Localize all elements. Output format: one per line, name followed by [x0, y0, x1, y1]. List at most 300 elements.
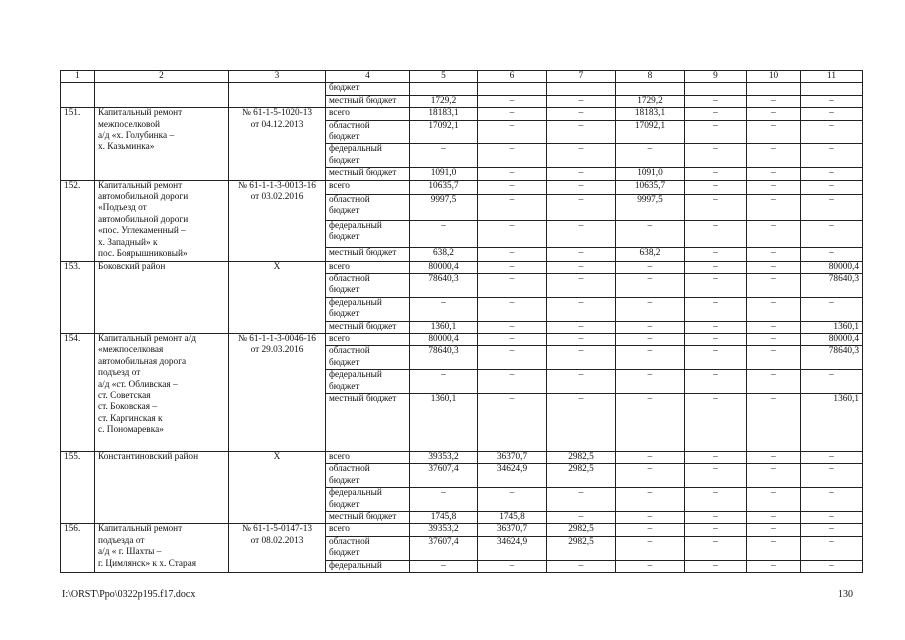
- value-col-11: 78640,3: [801, 273, 863, 297]
- value-col-6: –: [478, 488, 547, 512]
- value-col-9: –: [685, 108, 747, 120]
- funding-source-line: местный бюджет: [329, 95, 397, 106]
- document-number: [229, 261, 326, 333]
- column-header-11: 11: [801, 71, 863, 83]
- value-col-7: 2982,5: [547, 524, 616, 536]
- object-name-line: Капитальный ремонт а/д: [98, 333, 196, 344]
- value-col-7: –: [547, 393, 616, 451]
- funding-source-line: [329, 405, 406, 416]
- value-col-11: –: [801, 95, 863, 107]
- funding-source: [326, 261, 410, 273]
- object-name-line: ст. Боковская –: [98, 402, 158, 413]
- object-name-line: Капитальный ремонт: [98, 180, 183, 191]
- column-header-6: 6: [478, 71, 547, 83]
- value-col-5: 1360,1: [410, 321, 478, 333]
- document-number-line: № 61-1-5-0147-13: [241, 524, 313, 535]
- object-name-line: а/д «ст. Обливская –: [98, 379, 178, 390]
- value-col-5: –: [410, 370, 478, 394]
- value-col-7: –: [547, 370, 616, 394]
- table-header: [61, 71, 863, 83]
- value-col-6: –: [478, 144, 547, 168]
- object-name-line: подъезд от: [98, 368, 141, 379]
- funding-source-line: бюджет: [329, 205, 360, 216]
- table-row: [61, 261, 863, 273]
- value-col-10: –: [747, 524, 801, 536]
- value-col-9: –: [685, 464, 747, 488]
- value-col-6: –: [478, 370, 547, 394]
- value-col-11: –: [801, 488, 863, 512]
- funding-source-line: федеральный: [329, 221, 382, 232]
- funding-source-line: всего: [329, 452, 350, 462]
- value-col-10: –: [747, 393, 801, 451]
- value-col-5: 638,2: [410, 247, 478, 261]
- table-row: [61, 180, 863, 194]
- value-col-10: –: [747, 560, 801, 572]
- value-col-9: –: [685, 536, 747, 560]
- value-col-9: –: [685, 273, 747, 297]
- value-col-9: [685, 83, 747, 95]
- value-col-9: –: [685, 560, 747, 572]
- funding-source: [326, 346, 410, 370]
- funding-source-line: всего: [329, 108, 350, 119]
- funding-source: [326, 180, 410, 194]
- value-col-5: 39353,2: [410, 452, 478, 464]
- value-col-6: –: [478, 297, 547, 321]
- column-header-7: 7: [547, 71, 616, 83]
- value-col-8: 1729,2: [616, 95, 685, 107]
- value-col-7: –: [547, 108, 616, 120]
- row-number: 153.: [61, 261, 95, 333]
- row-number: 156.: [61, 524, 95, 573]
- value-col-11: –: [801, 194, 863, 221]
- value-col-9: –: [685, 194, 747, 221]
- funding-source-line: бюджет: [329, 475, 360, 486]
- value-col-11: –: [801, 108, 863, 120]
- file-path: I:\ORST\Ppo\0322p195.f17.docx: [62, 589, 196, 600]
- funding-source-line: бюджет: [329, 285, 360, 296]
- value-col-5: 1091,0: [410, 168, 478, 180]
- value-col-7: –: [547, 144, 616, 168]
- funding-source-line: областной: [329, 464, 370, 475]
- document-number: [229, 108, 326, 180]
- value-col-6: –: [478, 273, 547, 297]
- value-col-10: –: [747, 512, 801, 524]
- funding-source: [326, 370, 410, 394]
- document-number: [229, 180, 326, 261]
- object-name: [95, 108, 229, 180]
- funding-source-line: всего: [329, 180, 350, 191]
- value-col-11: 1360,1: [801, 393, 863, 451]
- object-name-line: с. Пономаревка»: [98, 425, 164, 436]
- table-row: [61, 83, 863, 95]
- document-number-line: от 03.02.2016: [250, 192, 304, 203]
- object-name-line: автомобильной дороги: [98, 192, 189, 203]
- object-name-line: «Подъезд от: [98, 203, 147, 214]
- value-col-5: –: [410, 221, 478, 248]
- value-col-6: –: [478, 346, 547, 370]
- value-col-7: –: [547, 194, 616, 221]
- value-col-5: 80000,4: [410, 333, 478, 345]
- column-header-3: 3: [229, 71, 326, 83]
- funding-source: [326, 221, 410, 248]
- value-col-5: –: [410, 488, 478, 512]
- value-col-11: –: [801, 464, 863, 488]
- value-col-11: –: [801, 120, 863, 144]
- value-col-7: –: [547, 333, 616, 345]
- value-col-10: –: [747, 297, 801, 321]
- funding-source: [326, 168, 410, 180]
- value-col-5: [410, 83, 478, 95]
- funding-source-line: областной: [329, 346, 370, 357]
- value-col-9: –: [685, 247, 747, 261]
- value-col-7: 2982,5: [547, 464, 616, 488]
- funding-source: [326, 144, 410, 168]
- funding-source: [326, 108, 410, 120]
- value-col-8: –: [616, 273, 685, 297]
- value-col-7: –: [547, 273, 616, 297]
- value-col-8: –: [616, 221, 685, 248]
- funding-source: [326, 524, 410, 536]
- funding-source-line: местный бюджет: [329, 321, 397, 332]
- funding-source-line: областной: [329, 536, 370, 547]
- funding-source-line: местный бюджет: [329, 168, 397, 179]
- row-number: 151.: [61, 108, 95, 180]
- value-col-7: –: [547, 120, 616, 144]
- value-col-10: –: [747, 95, 801, 107]
- value-col-8: –: [616, 370, 685, 394]
- value-col-9: –: [685, 95, 747, 107]
- value-col-9: –: [685, 261, 747, 273]
- funding-source-line: всего: [329, 333, 350, 344]
- column-header-4: 4: [326, 71, 410, 83]
- value-col-7: –: [547, 221, 616, 248]
- value-col-10: –: [747, 144, 801, 168]
- column-header-8: 8: [616, 71, 685, 83]
- value-col-11: –: [801, 452, 863, 464]
- value-col-7: –: [547, 512, 616, 524]
- value-col-10: –: [747, 168, 801, 180]
- column-header-10: 10: [747, 71, 801, 83]
- funding-source-line: бюджет: [329, 548, 360, 559]
- value-col-11: –: [801, 168, 863, 180]
- table-row: [61, 524, 863, 536]
- value-col-7: –: [547, 321, 616, 333]
- funding-source-line: местный бюджет: [329, 512, 397, 523]
- document-number-line: X: [273, 261, 281, 272]
- value-col-7: –: [547, 261, 616, 273]
- funding-source-line: [329, 428, 406, 439]
- value-col-10: –: [747, 120, 801, 144]
- value-col-5: 37607,4: [410, 536, 478, 560]
- funding-source-line: федеральный: [329, 560, 382, 571]
- value-col-10: –: [747, 464, 801, 488]
- value-col-11: –: [801, 221, 863, 248]
- value-col-9: –: [685, 180, 747, 194]
- value-col-6: 34624,9: [478, 536, 547, 560]
- value-col-6: –: [478, 560, 547, 572]
- object-name-line: межпоселковой: [98, 119, 160, 130]
- document-number-line: X: [273, 452, 281, 462]
- object-name: [95, 83, 229, 108]
- value-col-10: –: [747, 452, 801, 464]
- value-col-7: –: [547, 297, 616, 321]
- table-row: [61, 452, 863, 464]
- value-col-7: –: [547, 560, 616, 572]
- funding-source-line: [329, 440, 406, 451]
- funding-source-line: федеральный: [329, 144, 382, 155]
- value-col-6: –: [478, 194, 547, 221]
- value-col-8: –: [616, 297, 685, 321]
- value-col-9: –: [685, 346, 747, 370]
- funding-source: [326, 464, 410, 488]
- value-col-8: 18183,1: [616, 108, 685, 120]
- value-col-9: –: [685, 488, 747, 512]
- document-number: [229, 524, 326, 573]
- object-name-line: Капитальный ремонт: [98, 108, 183, 119]
- value-col-11: –: [801, 144, 863, 168]
- funding-source-line: всего: [329, 261, 350, 272]
- funding-source: [326, 488, 410, 512]
- funding-source-line: бюджет: [329, 232, 360, 243]
- funding-source: [326, 194, 410, 221]
- value-col-8: –: [616, 346, 685, 370]
- funding-source-line: [329, 417, 406, 428]
- value-col-7: [547, 83, 616, 95]
- value-col-6: 1745,8: [478, 512, 547, 524]
- value-col-11: –: [801, 524, 863, 536]
- object-name-line: автомобильная дорога: [98, 356, 187, 367]
- object-name-line: а/д «х. Голубинка –: [98, 131, 175, 142]
- header-row: [61, 71, 863, 83]
- document-number-line: от 04.12.2013: [250, 119, 304, 130]
- funding-source: [326, 393, 410, 451]
- value-col-8: –: [616, 393, 685, 451]
- budget-table: [60, 70, 863, 573]
- object-name-line: х. Западный» к: [98, 237, 158, 248]
- object-name-line: а/д « г. Шахты –: [98, 547, 162, 558]
- value-col-9: –: [685, 393, 747, 451]
- value-col-11: 1360,1: [801, 321, 863, 333]
- value-col-8: 10635,7: [616, 180, 685, 194]
- page-number: 130: [838, 589, 853, 600]
- value-col-8: –: [616, 488, 685, 512]
- object-name-line: «пос. Углекаменный –: [98, 226, 186, 237]
- value-col-5: 10635,7: [410, 180, 478, 194]
- value-col-8: –: [616, 524, 685, 536]
- object-name-line: «межпоселковая: [98, 345, 164, 356]
- object-name-line: Боковский район: [98, 261, 166, 272]
- funding-source: [326, 536, 410, 560]
- funding-source: [326, 321, 410, 333]
- funding-source-line: бюджет: [329, 499, 360, 510]
- value-col-10: –: [747, 180, 801, 194]
- object-name-line: автомобильной дороги: [98, 214, 189, 225]
- funding-source-line: областной: [329, 194, 370, 205]
- value-col-5: 80000,4: [410, 261, 478, 273]
- value-col-7: –: [547, 346, 616, 370]
- funding-source: [326, 452, 410, 464]
- row-number: 152.: [61, 180, 95, 261]
- value-col-10: –: [747, 370, 801, 394]
- value-col-10: –: [747, 333, 801, 345]
- funding-source: [326, 120, 410, 144]
- value-col-6: –: [478, 247, 547, 261]
- value-col-8: –: [616, 560, 685, 572]
- value-col-7: 2982,5: [547, 536, 616, 560]
- value-col-5: 18183,1: [410, 108, 478, 120]
- document-number: [229, 83, 326, 108]
- funding-source-line: бюджет: [329, 132, 360, 143]
- value-col-8: 9997,5: [616, 194, 685, 221]
- value-col-6: –: [478, 321, 547, 333]
- value-col-8: 638,2: [616, 247, 685, 261]
- value-col-8: 1091,0: [616, 168, 685, 180]
- value-col-9: –: [685, 524, 747, 536]
- funding-source: [326, 297, 410, 321]
- value-col-8: –: [616, 452, 685, 464]
- value-col-5: 9997,5: [410, 194, 478, 221]
- funding-source: [326, 560, 410, 572]
- object-name-line: Константиновский район: [98, 452, 199, 462]
- value-col-11: –: [801, 560, 863, 572]
- value-col-11: –: [801, 512, 863, 524]
- value-col-8: –: [616, 333, 685, 345]
- funding-source-line: федеральный: [329, 370, 382, 381]
- value-col-7: –: [547, 247, 616, 261]
- value-col-10: –: [747, 346, 801, 370]
- value-col-10: –: [747, 536, 801, 560]
- value-col-6: 36370,7: [478, 524, 547, 536]
- funding-source-line: федеральный: [329, 488, 382, 499]
- value-col-9: –: [685, 370, 747, 394]
- value-col-5: 1360,1: [410, 393, 478, 451]
- value-col-10: –: [747, 488, 801, 512]
- value-col-9: –: [685, 168, 747, 180]
- funding-source-line: бюджет: [329, 155, 360, 166]
- value-col-6: –: [478, 108, 547, 120]
- funding-source: [326, 95, 410, 107]
- column-header-9: 9: [685, 71, 747, 83]
- value-col-6: 36370,7: [478, 452, 547, 464]
- value-col-10: [747, 83, 801, 95]
- value-col-5: –: [410, 560, 478, 572]
- value-col-6: –: [478, 393, 547, 451]
- document-number: [229, 333, 326, 451]
- value-col-10: –: [747, 273, 801, 297]
- value-col-8: –: [616, 464, 685, 488]
- funding-source-line: бюджет: [329, 83, 360, 94]
- funding-source-line: бюджет: [329, 309, 360, 320]
- object-name-line: г. Цимлянск» к х. Старая: [98, 558, 197, 569]
- value-col-7: –: [547, 488, 616, 512]
- object-name: [95, 333, 229, 451]
- value-col-5: –: [410, 144, 478, 168]
- value-col-8: –: [616, 144, 685, 168]
- value-col-10: –: [747, 247, 801, 261]
- funding-source: [326, 83, 410, 95]
- value-col-7: –: [547, 180, 616, 194]
- value-col-6: –: [478, 95, 547, 107]
- value-col-6: –: [478, 168, 547, 180]
- object-name: [95, 261, 229, 333]
- value-col-10: –: [747, 261, 801, 273]
- value-col-9: –: [685, 120, 747, 144]
- value-col-5: 78640,3: [410, 346, 478, 370]
- column-header-1: 1: [61, 71, 95, 83]
- value-col-11: –: [801, 297, 863, 321]
- row-number: 154.: [61, 333, 95, 451]
- funding-source-line: областной: [329, 273, 370, 284]
- value-col-11: 80000,4: [801, 261, 863, 273]
- object-name-line: Капитальный ремонт: [98, 524, 183, 535]
- value-col-6: –: [478, 221, 547, 248]
- funding-source-line: бюджет: [329, 357, 360, 368]
- value-col-11: –: [801, 247, 863, 261]
- value-col-6: 34624,9: [478, 464, 547, 488]
- value-col-5: 37607,4: [410, 464, 478, 488]
- value-col-7: –: [547, 168, 616, 180]
- value-col-5: 1729,2: [410, 95, 478, 107]
- document-number-line: № 61-1-5-1020-13: [241, 108, 313, 119]
- value-col-9: –: [685, 221, 747, 248]
- value-col-10: –: [747, 321, 801, 333]
- column-header-5: 5: [410, 71, 478, 83]
- value-col-9: –: [685, 452, 747, 464]
- value-col-5: 39353,2: [410, 524, 478, 536]
- table-row: [61, 333, 863, 345]
- funding-source-line: местный бюджет: [329, 393, 397, 404]
- object-name: [95, 452, 229, 524]
- object-name-line: ст. Каргинская к: [98, 413, 163, 424]
- funding-source: [326, 273, 410, 297]
- value-col-8: –: [616, 536, 685, 560]
- value-col-6: –: [478, 120, 547, 144]
- value-col-11: –: [801, 536, 863, 560]
- value-col-11: 80000,4: [801, 333, 863, 345]
- value-col-5: 17092,1: [410, 120, 478, 144]
- object-name-line: ст. Советская: [98, 390, 151, 401]
- value-col-9: –: [685, 297, 747, 321]
- funding-source-line: бюджет: [329, 381, 360, 392]
- document-number: [229, 452, 326, 524]
- funding-source-line: местный бюджет: [329, 247, 397, 258]
- value-col-10: –: [747, 221, 801, 248]
- value-col-6: –: [478, 261, 547, 273]
- row-number: 155.: [61, 452, 95, 524]
- value-col-11: 78640,3: [801, 346, 863, 370]
- document-number-line: от 08.02.2013: [250, 535, 304, 546]
- value-col-8: 17092,1: [616, 120, 685, 144]
- object-name-line: х. Казьминка»: [98, 142, 155, 153]
- value-col-8: –: [616, 321, 685, 333]
- funding-source: [326, 333, 410, 345]
- value-col-7: 2982,5: [547, 452, 616, 464]
- document-number-line: № 61-1-1-3-0046-16: [238, 333, 316, 344]
- funding-source: [326, 512, 410, 524]
- value-col-9: –: [685, 333, 747, 345]
- table-body: [61, 83, 863, 573]
- funding-source-line: федеральный: [329, 297, 382, 308]
- object-name-line: подъезда от: [98, 535, 145, 546]
- column-header-2: 2: [95, 71, 229, 83]
- value-col-5: 78640,3: [410, 273, 478, 297]
- value-col-9: –: [685, 321, 747, 333]
- value-col-8: –: [616, 512, 685, 524]
- value-col-8: [616, 83, 685, 95]
- object-name-line: пос. Боярышниковый»: [98, 249, 188, 260]
- value-col-5: –: [410, 297, 478, 321]
- table-row: [61, 108, 863, 120]
